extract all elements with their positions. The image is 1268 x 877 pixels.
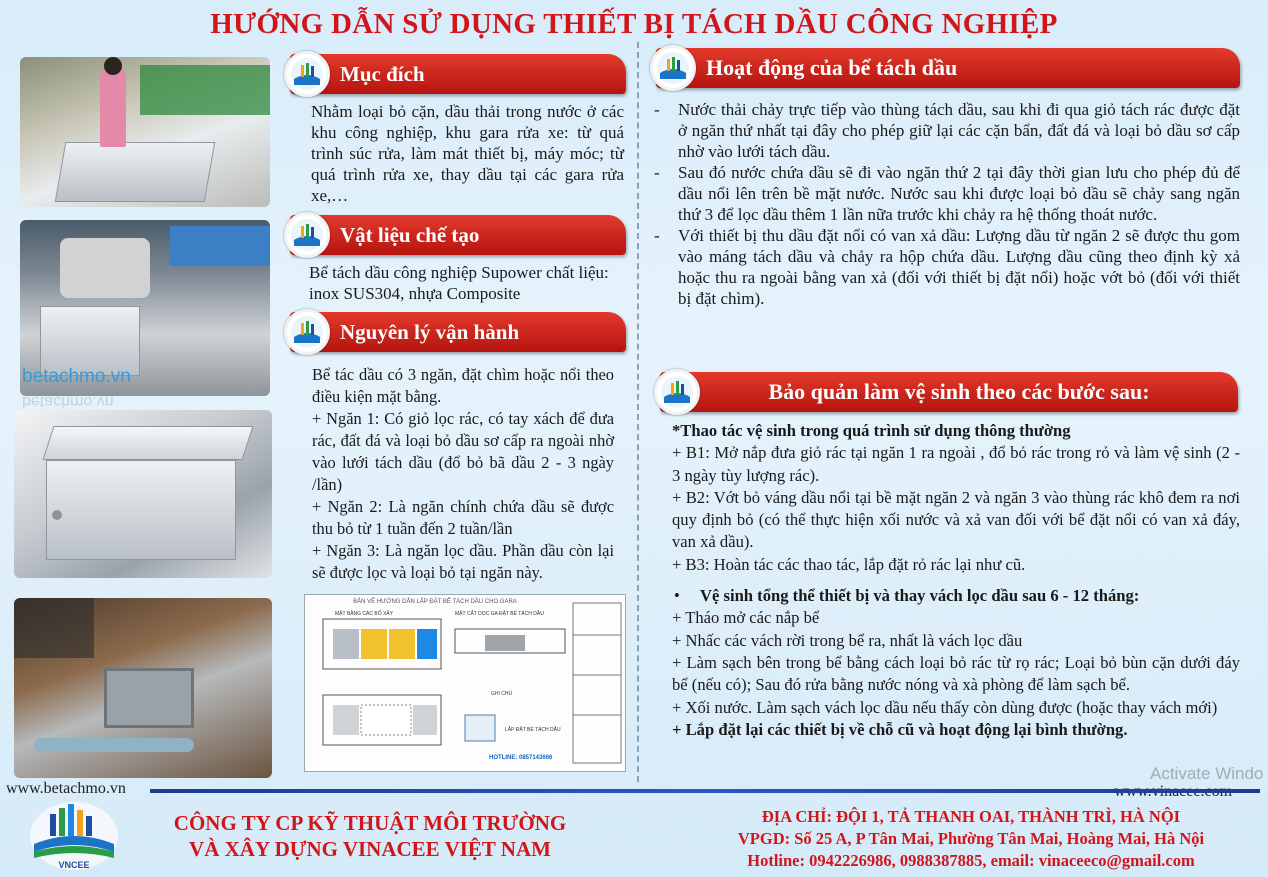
nguyen-ly-line: + Ngăn 2: Là ngăn chính chứa dầu sẽ được thu bỏ từ 1 tuần đến 2 tuần/lần	[312, 497, 614, 538]
list-item	[654, 225, 1240, 309]
logo-text: VNCEE	[58, 860, 90, 870]
bao-quan-step: + Tháo mở các nắp bể	[672, 608, 820, 628]
nguyen-ly-text	[312, 364, 614, 584]
bao-quan-step: + B3: Hoàn tác các thao tác, lắp đặt rỏ rác lại như cũ.	[672, 554, 1026, 574]
vat-lieu-text: Bể tách dầu công nghiệp Supower chất liệu: inox SUS304, nhựa Composite	[309, 263, 609, 303]
bao-quan-step: + Xối nước. Làm sạch vách lọc dầu nếu thấy còn dùng được (hoặc thay vách mới)	[672, 697, 1218, 717]
company-line: CÔNG TY CP KỸ THUẬT MÔI TRƯỜNG	[173, 811, 567, 835]
hotline-line[interactable]: Hotline: 0942226986, 0988387885, email: vinaceeco@gmail.com	[747, 851, 1195, 870]
list-item-text: Nước thải chảy trực tiếp vào thùng tách dầu, sau khi đi qua giỏ tách rác được đặt ở ngăn thứ nhất tại đây cho phép giữ lại các cặn bẩn, đất đá và loại bỏ dầu sơ cấp nhờ vào lưới tách dầu.	[678, 100, 1240, 161]
address-line: ĐỊA CHỈ: ĐỘI 1, TẢ THANH OAI, THÀNH TRÌ, HÀ NỘI	[761, 807, 1181, 826]
bao-quan-subheading: *Thao tác vệ sinh trong quá trình sử dụng thông thường	[672, 421, 1071, 440]
website-link-left[interactable]: www.betachmo.vn	[6, 780, 126, 797]
bao-quan-text	[672, 420, 1240, 741]
section-title: Nguyên lý vận hành	[340, 319, 520, 344]
drawing-title: BẢN VẼ HƯỚNG DẪN LẮP ĐẶT BỂ TÁCH DẦU CHO GARA	[353, 599, 517, 605]
nguyen-ly-line: + Ngăn 3: Là ngăn lọc dầu. Phần dầu còn lại sẽ được lọc và loại bỏ tại ngăn này.	[312, 541, 614, 582]
list-item-text: Với thiết bị thu dầu đặt nổi có van xả dầu: Lượng dầu từ ngăn 2 sẽ được thu gom vào máng tách dầu và chảy ra hộp chứa dầu. Lượng dầu cũng theo định kỳ xả hoặc thu ra ngoài bằng van xả (đối với thiết bị đặt nổi) hoặc vớt bỏ (đối với thiết bị đặt chìm).	[678, 226, 1240, 308]
contact-info	[686, 806, 1256, 872]
page-title: HƯỚNG DẪN SỬ DỤNG THIẾT BỊ TÁCH DẦU CÔNG NGHIỆP	[210, 8, 1058, 40]
company-line: VÀ XÂY DỰNG VINACEE VIỆT NAM	[189, 837, 551, 861]
installation-drawing	[304, 594, 626, 772]
bao-quan-subheading-2	[672, 585, 1240, 607]
nguyen-ly-line: + Ngăn 1: Có giỏ lọc rác, có tay xách để đưa rác, đất đá và loại bỏ dầu sơ cấp ra ngoài nhờ vào lưới tách dầu (đổ bỏ bã dầu 2 - 3 ngày /lần)	[312, 409, 614, 494]
watermark-reflection: betachmo.vn	[22, 393, 114, 410]
vincee-logo-icon	[284, 51, 330, 97]
list-item-text: Sau đó nước chứa dầu sẽ đi vào ngăn thứ 2 tại đây thời gian lưu cho phép đủ để dầu nổi lên trên bề mặt nước. Nước sau khi được loại bỏ dầu sẽ chảy sang ngăn thứ 3 để lọc dầu thêm 1 lần nữa trước khi chảy ra hệ thống thoát nước.	[678, 163, 1240, 224]
bao-quan-step: + B2: Vớt bỏ váng dầu nổi tại bề mặt ngăn 2 và ngăn 3 vào thùng rác khô đem ra nơi quy định bỏ (có thể thực hiện xối nước và xả van đối với bể đặt nổi có van xả đáy, van xả dầu).	[672, 487, 1240, 552]
nguyen-ly-line: Bể tác dầu có 3 ngăn, đặt chìm hoặc nổi theo điều kiện mặt bằng.	[312, 365, 614, 406]
office-line: VPGD: Số 25 A, P Tân Mai, Phường Tân Mai, Hoàng Mai, Hà Nội	[737, 829, 1205, 848]
dash-bullet: -	[654, 163, 660, 182]
column-divider	[637, 42, 639, 782]
section-header-vat-lieu	[290, 215, 626, 255]
footer-divider	[150, 789, 1260, 793]
watermark: betachmo.vn	[22, 366, 131, 387]
section-title: Bảo quản làm vệ sinh theo các bước sau:	[768, 379, 1150, 404]
drawing-label-install: LẮP ĐẶT BỂ TÁCH DẦU	[505, 727, 561, 733]
drawing-label-plan: MẶT BẰNG CÁC BỐ XÂY	[335, 611, 393, 617]
drawing-label-section: MẶT CẮT DỌC GA ĐẶT BỂ TÁCH DẦU	[455, 611, 544, 617]
hoat-dong-list	[654, 99, 1240, 309]
section-title: Mục đích	[340, 61, 425, 86]
section-header-nguyen-ly	[290, 312, 626, 352]
dash-bullet: -	[654, 100, 660, 119]
muc-dich-text: Nhằm loại bỏ cặn, dầu thải trong nước ở các khu công nghiệp, khu gara rửa xe: từ quá trình súc rửa, làm mát thiết bị, máy móc; từ quá trình rửa xe, thay dầu tại các gara rửa xe,…	[311, 102, 624, 205]
list-item	[654, 99, 1240, 162]
vincee-logo	[28, 800, 120, 874]
section-header-bao-quan	[660, 372, 1238, 412]
drawing-schematic	[305, 595, 627, 773]
vincee-logo-icon	[284, 212, 330, 258]
photo-stainless-tank	[14, 410, 272, 578]
vincee-logo-icon	[650, 45, 696, 91]
activate-windows-watermark: Activate Windo	[1150, 764, 1264, 783]
bao-quan-subheading-text: Vệ sinh tổng thể thiết bị và thay vách lọc dầu sau 6 - 12 tháng:	[700, 586, 1140, 606]
drawing-label-notes: GHI CHÚ	[491, 691, 513, 697]
section-header-muc-dich	[290, 54, 626, 94]
photo-woman-with-tank	[20, 57, 270, 207]
vincee-logo-icon	[654, 369, 700, 415]
section-header-hoat-dong	[656, 48, 1240, 88]
list-item	[654, 162, 1240, 225]
bao-quan-step: + Nhấc các vách rời trong bể ra, nhất là vách lọc dầu	[672, 630, 1023, 650]
bao-quan-step: + Làm sạch bên trong bể bằng cách loại bỏ rác từ rọ rác; Loại bỏ bùn cặn dưới đáy bể (nếu có); Sau đó rửa bằng nước nóng và xà phòng để làm sạch bể.	[672, 652, 1240, 695]
drawing-hotline: HOTLINE: 0857143666	[489, 755, 553, 761]
dash-bullet: -	[654, 226, 660, 245]
bao-quan-step: + B1: Mở nắp đưa giỏ rác tại ngăn 1 ra ngoài , đổ bỏ rác trong rỏ và làm vệ sinh (2 - 3 ngày tùy lượng rác).	[672, 443, 1240, 485]
vincee-logo-icon	[284, 309, 330, 355]
bullet-icon: •	[674, 586, 680, 606]
section-title: Hoạt động của bể tách dầu	[706, 55, 958, 80]
section-title: Vật liệu chế tạo	[340, 222, 480, 247]
company-name	[150, 810, 590, 862]
bao-quan-step: + Lắp đặt lại các thiết bị về chỗ cũ và hoạt động lại bình thường.	[672, 719, 1128, 739]
photo-installed-tank	[14, 598, 272, 778]
